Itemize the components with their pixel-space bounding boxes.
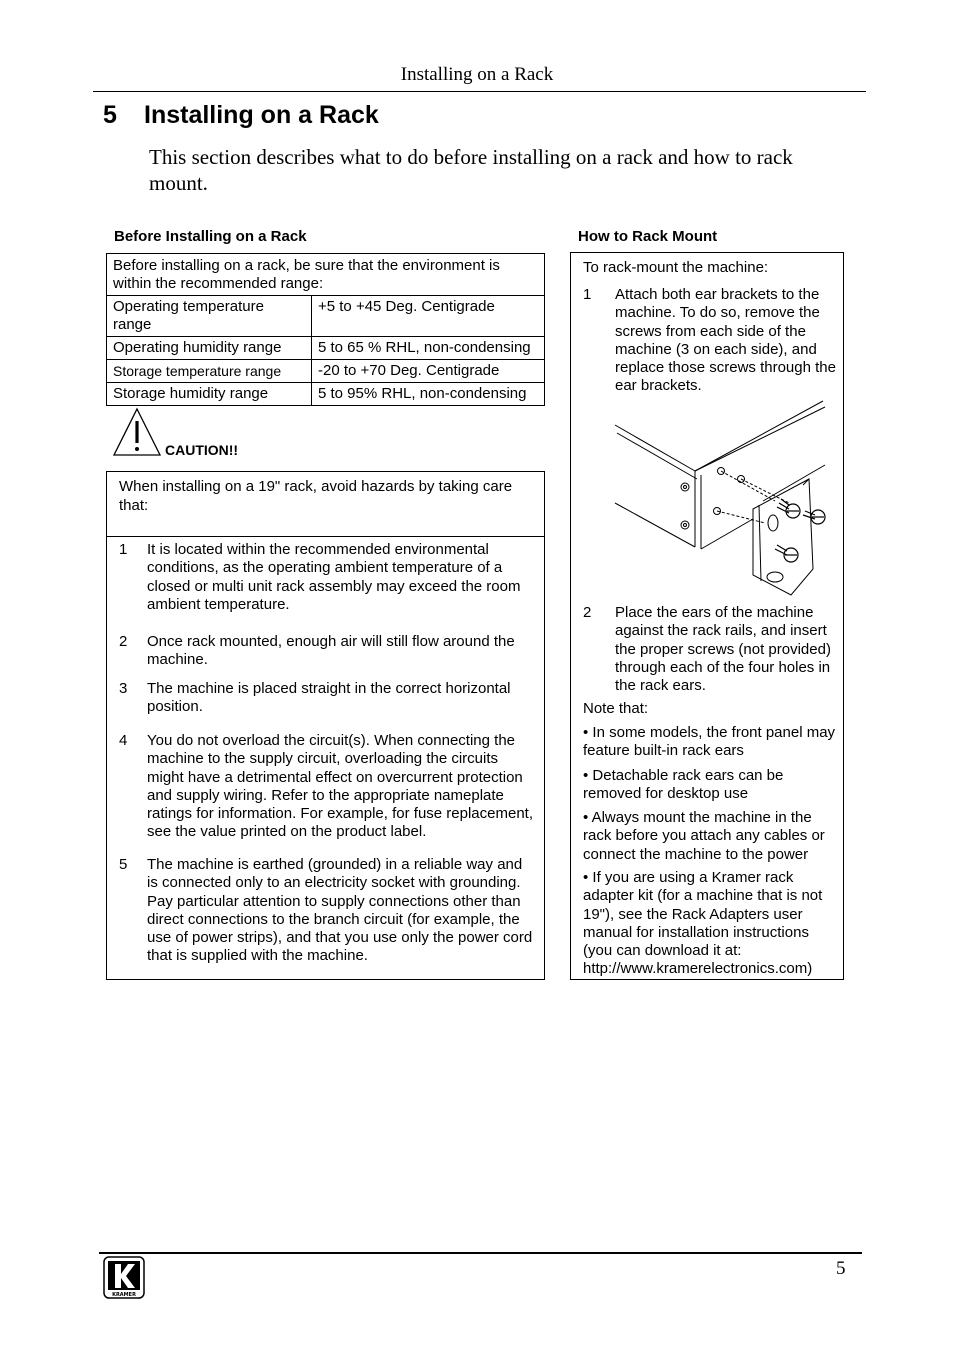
note-item: • Always mount the machine in the rack before you attach any cables or connect the machine to the power [583, 809, 825, 863]
caution-intro: When installing on a 19" rack, avoid hazards by taking care that: [119, 478, 513, 514]
rack-step-text: Attach both ear brackets to the machine. To do so, remove the screws from each side of the machine (3 on each side), and replace those screws through the ear brackets. [615, 286, 836, 395]
table-cell-label: Storage temperature range [107, 360, 312, 383]
table-intro: Before installing on a rack, be sure that the environment is within the recommended range: [107, 254, 545, 296]
rack-step-number: 2 [583, 604, 592, 621]
header-rule [93, 91, 866, 92]
table-row [107, 337, 545, 360]
page-number: 5 [836, 1258, 846, 1279]
before-installing-heading: Before Installing on a Rack [114, 228, 307, 245]
rack-ear-illustration [613, 399, 839, 599]
table-row [107, 360, 545, 383]
running-header: Installing on a Rack [400, 64, 554, 85]
caution-item-text: The machine is earthed (grounded) in a reliable way and is connected only to an electricity socket with grounding. Pay particular attention to supply connections other than direct connections to the branch circuit (for example, the use of power strips), and that you use only the power cord that is supplied with the machine. [147, 856, 533, 965]
table-row [107, 296, 545, 337]
table-row [107, 383, 545, 406]
note-item: • Detachable rack ears can be removed for desktop use [583, 767, 784, 803]
note-item: • If you are using a Kramer rack adapter kit (for a machine that is not 19"), see the Rack Adapters user manual for installation instructions (you can download it at: http://www.kramerelectronics.com) [583, 869, 823, 978]
how-to-rack-mount-heading: How to Rack Mount [578, 228, 718, 245]
caution-item-number: 5 [119, 856, 128, 873]
caution-item-text: It is located within the recommended environmental conditions, as the operating ambient temperature of a closed or multi unit rack assembly may exceed the room ambient temperature. [147, 541, 521, 613]
table-cell-value: 5 to 95% RHL, non-condensing [312, 383, 545, 406]
section-intro: This section describes what to do before installing on a rack and how to rack mount. [149, 145, 793, 195]
caution-item-number: 2 [119, 633, 128, 650]
rack-mount-box [570, 252, 844, 980]
section-title [103, 101, 379, 130]
note-item: • In some models, the front panel may feature built-in rack ears [583, 724, 836, 760]
caution-item-number: 3 [119, 680, 128, 697]
caution-box [106, 471, 545, 980]
table-cell-label: Operating temperature range [107, 296, 312, 337]
rack-step-text: Place the ears of the machine against the rack rails, and insert the proper screws (not provided) through each of the four holes in the rack ears. [615, 604, 831, 695]
table-cell-value: -20 to +70 Deg. Centigrade [312, 360, 545, 383]
caution-item-text: Once rack mounted, enough air will still flow around the machine. [147, 633, 515, 669]
table-cell-value: +5 to +45 Deg. Centigrade [312, 296, 545, 337]
kramer-logo-icon [103, 1256, 145, 1299]
section-number: 5 [103, 101, 117, 129]
section-title-text: Installing on a Rack [144, 101, 379, 129]
table-cell-label: Operating humidity range [107, 337, 312, 360]
table-intro-row [107, 254, 545, 296]
warning-triangle-icon [112, 407, 162, 457]
environment-table [106, 253, 545, 406]
caution-item-number: 4 [119, 732, 128, 749]
footer-rule [99, 1252, 862, 1254]
caution-item-text: The machine is placed straight in the correct horizontal position. [147, 680, 511, 716]
caution-item-number: 1 [119, 541, 128, 558]
caution-item-text: You do not overload the circuit(s). When connecting the machine to the supply circuit, overloading the circuits might have a detrimental effect on overcurrent protection and supply wiring. Refer to the appropriate nameplate ratings for information. For example, for fuse replacement, see the value printed on the product label. [147, 732, 534, 841]
note-label: Note that: [583, 700, 649, 717]
table-cell-label: Storage humidity range [107, 383, 312, 406]
table-cell-value: 5 to 65 % RHL, non-condensing [312, 337, 545, 360]
rack-step-number: 1 [583, 286, 592, 303]
caution-divider [107, 536, 544, 537]
caution-label: CAUTION!! [165, 442, 239, 458]
logo-text: KRAMER [112, 1292, 136, 1298]
rack-mount-intro: To rack-mount the machine: [583, 259, 769, 276]
